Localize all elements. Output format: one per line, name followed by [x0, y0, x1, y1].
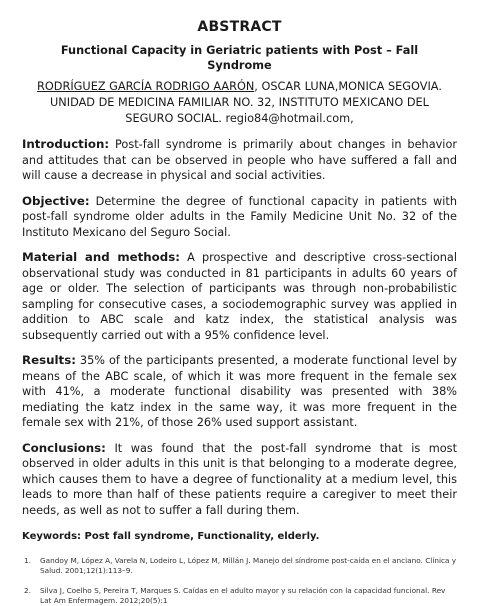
section-introduction — [22, 137, 457, 184]
section-objective — [22, 194, 457, 241]
reference-item — [22, 586, 457, 606]
section-text: It was found that the post-fall syndrome that is most observed in older adults in this unit is that belonging to a moderate degree, which causes them to have a degree of functionality at a medium level, this leads to more than half of these patients require a caregiver to meet their needs, as well as not to suffer a fall during them. — [22, 441, 457, 517]
reference-number: 2. — [24, 586, 31, 595]
paper-title: Functional Capacity in Geriatric patients with Post – Fall Syndrome — [60, 44, 419, 72]
section-results — [22, 353, 457, 431]
section-text: Determine the degree of functional capacity in patients with post-fall syndrome older adults in the Family Medicine Unit No. 32 of the Instituto Mexicano del Seguro Social. — [22, 194, 457, 239]
section-conclusions — [22, 441, 457, 519]
reference-text: Gandoy M, López A, Varela N, Lodeiro L, López M, Millán J. Manejo del síndrome post-caída en el anciano. Clínica y Salud. 2001;12(1):113–9. — [40, 556, 457, 575]
section-label: Objective: — [22, 193, 90, 208]
author-block — [36, 79, 443, 127]
abstract-heading: ABSTRACT — [197, 19, 282, 35]
section-text: Post-fall syndrome is primarily about changes in behavior and attitudes that can be observed in people who have suffered a fall and will cause a decrease in physical and social activities. — [22, 138, 457, 182]
section-methods — [22, 250, 457, 343]
reference-number: 1. — [24, 556, 31, 565]
section-text: 35% of the participants presented, a moderate functional level by means of the ABC scale, of which it was more frequent in the female sex with 41%, a moderate functional disability was presented with 38% mediating the katz index in the same way, it was more frequent in the female sex with 21%, of those 26% used support assistant. — [22, 354, 457, 429]
author-affiliation: , OSCAR LUNA,MONICA SEGOVIA. UNIDAD DE MEDICINA FAMILIAR NO. 32, INSTITUTO MEXICANO DEL SEGURO SOCIAL. regio84@hotmail.com, — [50, 80, 442, 125]
reference-item — [22, 556, 457, 576]
reference-text: Silva J, Coelho S, Pereira T, Marques S. Caídas en el adulto mayor y su relación con la capacidad funcional. Rev Lat Am Enfermagem. 2012;20(5):1 — [40, 586, 446, 605]
section-label: Results: — [22, 353, 76, 367]
section-label: Material and methods: — [22, 250, 180, 264]
main-author: RODRÍGUEZ GARCÍA RODRIGO AARÓN — [37, 80, 255, 93]
section-text: A prospective and descriptive cross-sectional observational study was conducted in 81 participants in adults 60 years of age or older. The selection of participants was through non-probabilistic sampling for consecutive cases, a sociodemographic survey was applied in addition to ABC scale and katz index, the statistical analysis was subsequently carried out with a 95% confidence level. — [22, 251, 457, 342]
keywords-line: Keywords: Post fall syndrome, Functionality, elderly. — [22, 531, 320, 542]
section-label: Introduction: — [22, 137, 110, 151]
section-label: Conclusions: — [22, 440, 106, 455]
